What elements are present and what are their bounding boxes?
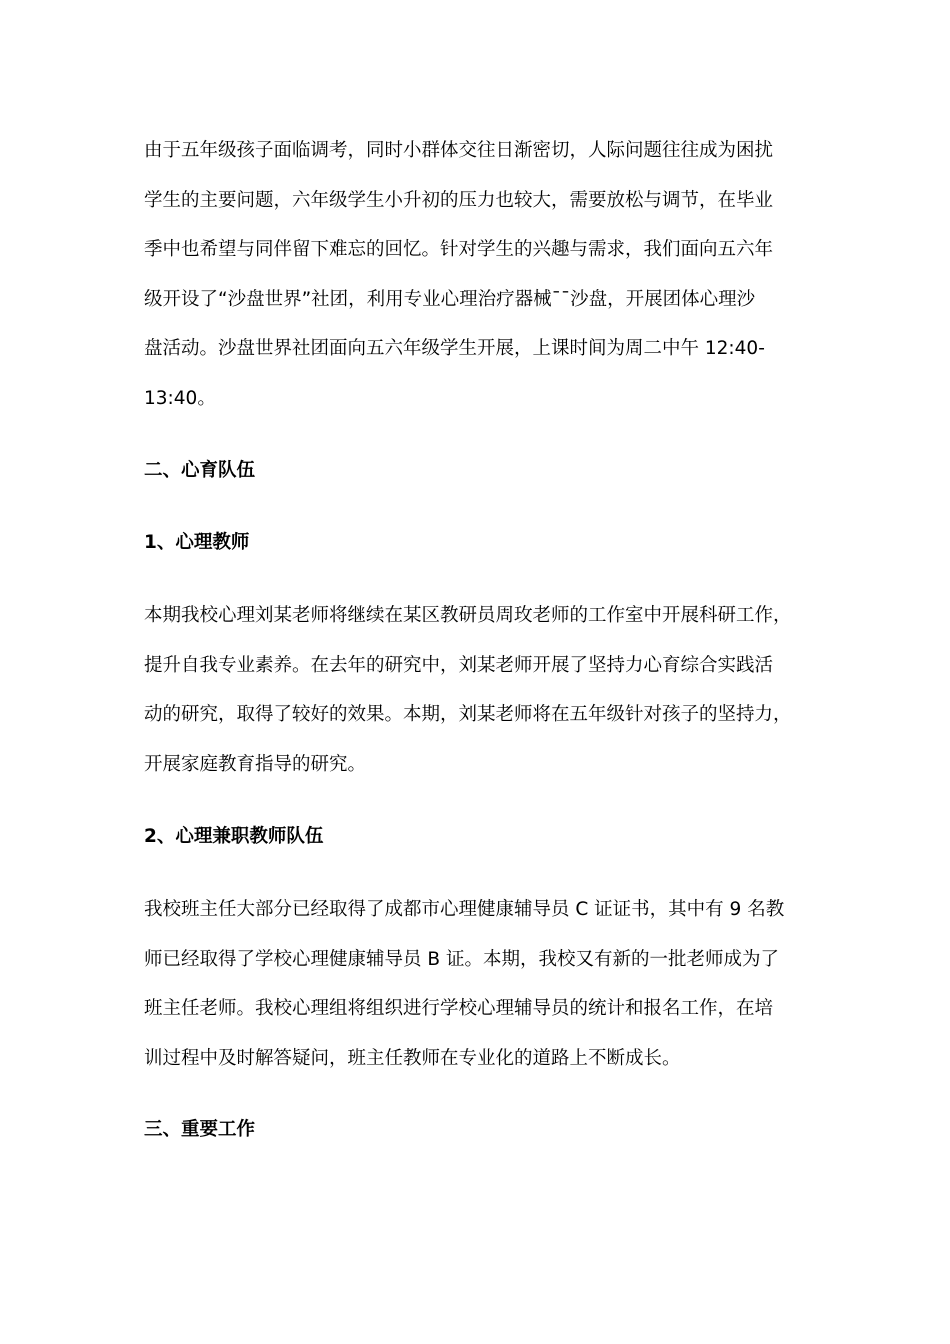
subsection-heading-part-time-team: 2、心理兼职教师队伍	[144, 826, 324, 847]
paragraph-line: 学生的主要问题，六年级学生小升初的压力也较大，需要放松与调节，在毕业	[144, 189, 774, 211]
paragraph-line: 本期我校心理刘某老师将继续在某区教研员周玫老师的工作室中开展科研工作，	[144, 605, 792, 626]
section-heading-team: 二、心育队伍	[144, 460, 256, 481]
paragraph-line: 级开设了“沙盘世界”社团，利用专业心理治疗器械¯¯沙盘，开展团体心理沙	[144, 288, 756, 310]
paragraph-line: 开展家庭教育指导的研究。	[144, 753, 367, 775]
paragraph-line: 提升自我专业素养。在去年的研究中，刘某老师开展了坚持力心育综合实践活	[144, 654, 774, 676]
paragraph-line: 我校班主任大部分已经取得了成都市心理健康辅导员 C 证证书，其中有 9 名教	[144, 899, 785, 920]
paragraph-line: 13:40。	[144, 387, 216, 409]
paragraph-line: 班主任老师。我校心理组将组织进行学校心理辅导员的统计和报名工作，在培	[144, 998, 774, 1019]
paragraph-psych-teacher	[144, 591, 834, 789]
paragraph-line: 师已经取得了学校心理健康辅导员 B 证。本期，我校又有新的一批老师成为了	[144, 948, 779, 970]
paragraph-line: 训过程中及时解答疑问，班主任教师在专业化的道路上不断成长。	[144, 1047, 681, 1069]
paragraph-line: 盘活动。沙盘世界社团面向五六年级学生开展，上课时间为周二中午 12:40-	[144, 338, 765, 359]
paragraph-line: 由于五年级孩子面临调考，同时小群体交往日渐密切，人际问题往往成为困扰	[144, 140, 774, 161]
paragraph-line: 季中也希望与同伴留下难忘的回忆。针对学生的兴趣与需求，我们面向五六年	[144, 239, 774, 260]
paragraph-sandplay-club	[144, 126, 834, 423]
paragraph-line: 动的研究，取得了较好的效果。本期，刘某老师将在五年级针对孩子的坚持力，	[144, 704, 792, 725]
subsection-heading-psych-teacher: 1、心理教师	[144, 532, 250, 553]
section-heading-key-work: 三、重要工作	[144, 1119, 256, 1140]
paragraph-part-time-team	[144, 885, 834, 1083]
